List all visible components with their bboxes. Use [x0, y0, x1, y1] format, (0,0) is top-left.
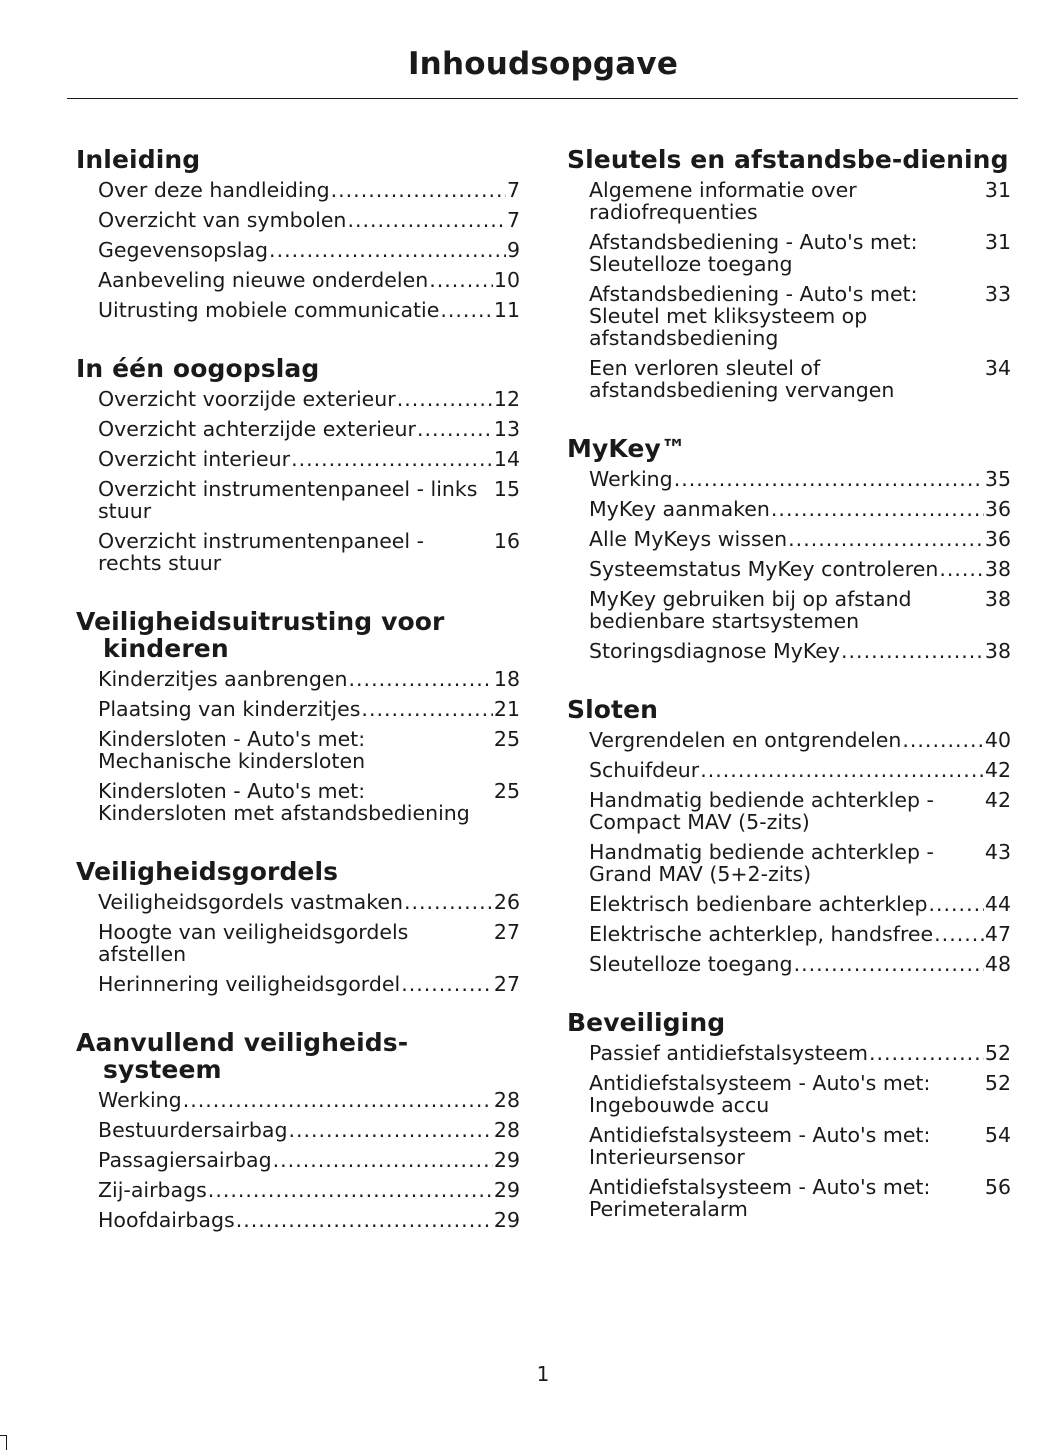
toc-entry[interactable] [76, 530, 520, 582]
toc-entry-page: 31 [984, 230, 1011, 254]
dot-leader [397, 388, 493, 410]
title-divider [67, 98, 1018, 99]
toc-entry-page: 48 [984, 952, 1011, 976]
toc-entry-title: Algemene informatie over radiofrequenties [589, 178, 857, 224]
toc-entry-title: Afstandsbediening - Auto's met: Sleutelloze toegang [589, 230, 918, 276]
toc-entry-title: Aanbeveling nieuwe onderdelen [98, 268, 429, 292]
toc-entry-page: 40 [984, 728, 1011, 752]
toc-entry[interactable] [76, 668, 520, 698]
toc-entry[interactable] [76, 1089, 520, 1119]
section-heading: Aanvullend veiligheids-systeem [76, 1028, 409, 1084]
toc-entry[interactable] [76, 1209, 520, 1239]
toc-entry[interactable] [567, 1176, 1011, 1228]
toc-entry-title: Werking [98, 1088, 182, 1112]
toc-section [567, 435, 1011, 670]
dot-leader [331, 179, 506, 201]
dot-leader [788, 528, 984, 550]
toc-column-right [567, 146, 1011, 1254]
toc-entry-title: MyKey gebruiken bij op afstand bedienbare startsystemen [589, 587, 912, 633]
toc-entry-page: 36 [984, 527, 1011, 551]
toc-entry-page: 21 [493, 697, 520, 721]
toc-entry[interactable] [76, 299, 520, 329]
toc-entry[interactable] [567, 498, 1011, 528]
toc-entry-title: Sleutelloze toegang [589, 952, 793, 976]
toc-entry-title: Bestuurdersairbag [98, 1118, 288, 1142]
toc-entry-title: Gegevensopslag [98, 238, 269, 262]
dot-leader [361, 698, 492, 720]
toc-entry-page: 7 [506, 208, 520, 232]
section-heading: MyKey™ [567, 434, 686, 463]
toc-entry-title: Elektrisch bedienbare achterklep [589, 892, 928, 916]
toc-entry-page: 52 [984, 1041, 1011, 1065]
toc-entry-title: Antidiefstalsysteem - Auto's met: Interieursensor [589, 1123, 931, 1169]
toc-entry[interactable] [76, 179, 520, 209]
dot-leader [939, 558, 984, 580]
toc-entry-title: Antidiefstalsysteem - Auto's met: Ingebouwde accu [589, 1071, 931, 1117]
toc-entry-page: 10 [493, 268, 520, 292]
toc-section [76, 608, 520, 832]
toc-entry[interactable] [567, 528, 1011, 558]
toc-section [567, 1009, 1011, 1228]
dot-leader [269, 239, 506, 261]
toc-entry[interactable] [567, 283, 1011, 357]
toc-entry-title: Elektrische achterklep, handsfree [589, 922, 934, 946]
toc-entry[interactable] [76, 418, 520, 448]
toc-entry[interactable] [76, 728, 520, 780]
toc-entry-title: Antidiefstalsysteem - Auto's met: Perimeteralarm [589, 1175, 931, 1221]
section-heading: In één oogopslag [76, 354, 320, 383]
toc-entry-page: 16 [493, 529, 520, 553]
toc-entry-page: 18 [493, 667, 520, 691]
dot-leader [208, 1179, 493, 1201]
toc-entry-page: 56 [984, 1175, 1011, 1199]
toc-section [76, 146, 520, 329]
toc-entry-title: Zij-airbags [98, 1178, 207, 1202]
dot-leader [674, 468, 984, 490]
dot-leader [794, 953, 984, 975]
toc-section [76, 858, 520, 1003]
toc-entry-title: Overzicht instrumentenpaneel - links stuur [98, 477, 478, 523]
toc-entry-page: 35 [984, 467, 1011, 491]
dot-leader [841, 640, 984, 662]
toc-entry-page: 15 [493, 477, 520, 501]
dot-leader [429, 269, 493, 291]
toc-entry[interactable] [76, 1149, 520, 1179]
toc-entry-title: MyKey aanmaken [589, 497, 770, 521]
toc-entry-title: Kindersloten - Auto's met: Kindersloten met afstandsbediening [98, 779, 470, 825]
toc-entry-title: Veiligheidsgordels vastmaken [98, 890, 403, 914]
toc-entry-page: 34 [984, 356, 1011, 380]
dot-leader [236, 1209, 493, 1231]
toc-entry-title: Plaatsing van kinderzitjes [98, 697, 361, 721]
toc-entry[interactable] [76, 209, 520, 239]
toc-entry-title: Systeemstatus MyKey controleren [589, 557, 939, 581]
toc-entry[interactable] [567, 1072, 1011, 1124]
toc-entry-page: 29 [493, 1178, 520, 1202]
toc-entry[interactable] [567, 893, 1011, 923]
toc-entry[interactable] [567, 841, 1011, 893]
dot-leader [183, 1089, 493, 1111]
toc-entry-page: 27 [493, 920, 520, 944]
dot-leader [404, 891, 493, 913]
toc-entry-title: Overzicht interieur [98, 447, 291, 471]
toc-entry[interactable] [567, 231, 1011, 283]
toc-entry-title: Handmatig bediende achterklep - Grand MAV (5+2-zits) [589, 840, 934, 886]
toc-entry-title: Over deze handleiding [98, 178, 330, 202]
toc-entry[interactable] [567, 729, 1011, 759]
dot-leader [288, 1119, 492, 1141]
toc-entry-title: Overzicht voorzijde exterieur [98, 387, 396, 411]
toc-entry-page: 38 [984, 557, 1011, 581]
toc-entry-title: Handmatig bediende achterklep - Compact MAV (5-zits) [589, 788, 934, 834]
toc-entry[interactable] [76, 698, 520, 728]
dot-leader [771, 498, 984, 520]
toc-entry-title: Kindersloten - Auto's met: Mechanische kindersloten [98, 727, 366, 773]
toc-entry[interactable] [76, 780, 520, 832]
toc-section [76, 1029, 520, 1239]
toc-entry[interactable] [567, 640, 1011, 670]
toc-entry-title: Overzicht instrumentenpaneel - rechts stuur [98, 529, 425, 575]
toc-entry-title: Overzicht van symbolen [98, 208, 347, 232]
toc-entry-title: Een verloren sleutel of afstandsbediening vervangen [589, 356, 895, 402]
toc-entry[interactable] [567, 923, 1011, 953]
toc-entry[interactable] [567, 357, 1011, 409]
toc-entry-title: Uitrusting mobiele communicatie [98, 298, 440, 322]
toc-entry-title: Vergrendelen en ontgrendelen [589, 728, 902, 752]
toc-entry[interactable] [76, 891, 520, 921]
toc-entry[interactable] [567, 468, 1011, 498]
toc-entry[interactable] [567, 588, 1011, 640]
dot-leader [273, 1149, 493, 1171]
section-heading: Sleutels en afstandsbe-diening [567, 145, 1009, 174]
toc-entry-page: 38 [984, 639, 1011, 663]
toc-entry-page: 43 [984, 840, 1011, 864]
toc-section [567, 146, 1011, 409]
toc-entry[interactable] [567, 759, 1011, 789]
page-title: Inhoudsopgave [407, 46, 679, 82]
toc-entry-page: 28 [493, 1088, 520, 1112]
section-heading: Sloten [567, 695, 659, 724]
toc-entry[interactable] [76, 269, 520, 299]
toc-entry-title: Schuifdeur [589, 758, 700, 782]
toc-entry[interactable] [567, 789, 1011, 841]
dot-leader [347, 209, 506, 231]
toc-entry-page: 7 [506, 178, 520, 202]
dot-leader [934, 923, 984, 945]
toc-entry[interactable] [76, 973, 520, 1003]
toc-entry-title: Storingsdiagnose MyKey [589, 639, 841, 663]
crop-mark [0, 1435, 7, 1450]
toc-entry-page: 29 [493, 1148, 520, 1172]
toc-entry-page: 25 [493, 779, 520, 803]
toc-entry[interactable] [76, 388, 520, 418]
toc-section [567, 696, 1011, 983]
toc-entry[interactable] [567, 1124, 1011, 1176]
toc-entry-title: Werking [589, 467, 673, 491]
toc-entry-page: 52 [984, 1071, 1011, 1095]
dot-leader [902, 729, 984, 751]
toc-entry-page: 31 [984, 178, 1011, 202]
toc-entry-title: Herinnering veiligheidsgordel [98, 972, 401, 996]
dot-leader [700, 759, 984, 781]
toc-entry-page: 25 [493, 727, 520, 751]
toc-entry-page: 44 [984, 892, 1011, 916]
dot-leader [401, 973, 493, 995]
toc-entry-page: 47 [984, 922, 1011, 946]
toc-section [76, 355, 520, 582]
dot-leader [291, 448, 493, 470]
toc-entry-page: 38 [984, 587, 1011, 611]
toc-entry[interactable] [76, 921, 520, 973]
toc-entry[interactable] [567, 1042, 1011, 1072]
toc-entry-page: 26 [493, 890, 520, 914]
toc-entry-page: 29 [493, 1208, 520, 1232]
toc-entry-title: Overzicht achterzijde exterieur [98, 417, 416, 441]
dot-leader [869, 1042, 984, 1064]
toc-entry[interactable] [76, 239, 520, 269]
toc-entry-title: Hoofdairbags [98, 1208, 235, 1232]
toc-entry-title: Afstandsbediening - Auto's met: Sleutel met kliksysteem op afstandsbediening [589, 282, 918, 350]
section-heading: Beveiliging [567, 1008, 726, 1037]
toc-entry-page: 28 [493, 1118, 520, 1142]
toc-entry-page: 27 [493, 972, 520, 996]
toc-entry-title: Passagiersairbag [98, 1148, 272, 1172]
toc-column-left [76, 146, 520, 1265]
toc-entry[interactable] [567, 558, 1011, 588]
toc-entry[interactable] [76, 478, 520, 530]
toc-entry-title: Passief antidiefstalsysteem [589, 1041, 868, 1065]
toc-entry-page: 36 [984, 497, 1011, 521]
toc-entry-title: Alle MyKeys wissen [589, 527, 788, 551]
toc-entry-page: 14 [493, 447, 520, 471]
toc-entry-page: 42 [984, 758, 1011, 782]
toc-entry-title: Kinderzitjes aanbrengen [98, 667, 348, 691]
toc-entry-page: 42 [984, 788, 1011, 812]
dot-leader [417, 418, 493, 440]
dot-leader [349, 668, 493, 690]
toc-entry[interactable] [567, 953, 1011, 983]
toc-entry-page: 54 [984, 1123, 1011, 1147]
toc-entry-page: 12 [493, 387, 520, 411]
toc-entry-page: 9 [506, 238, 520, 262]
toc-entry[interactable] [567, 179, 1011, 231]
page-number: 1 [536, 1362, 550, 1386]
toc-entry[interactable] [76, 1179, 520, 1209]
section-heading: Veiligheidsuitrusting voor kinderen [76, 607, 445, 663]
section-heading: Inleiding [76, 145, 201, 174]
section-heading: Veiligheidsgordels [76, 857, 339, 886]
toc-entry-title: Hoogte van veiligheidsgordels afstellen [98, 920, 409, 966]
toc-entry-page: 33 [984, 282, 1011, 306]
toc-entry[interactable] [76, 1119, 520, 1149]
toc-entry-page: 13 [493, 417, 520, 441]
toc-entry[interactable] [76, 448, 520, 478]
toc-entry-page: 11 [493, 298, 520, 322]
dot-leader [440, 299, 493, 321]
dot-leader [928, 893, 983, 915]
